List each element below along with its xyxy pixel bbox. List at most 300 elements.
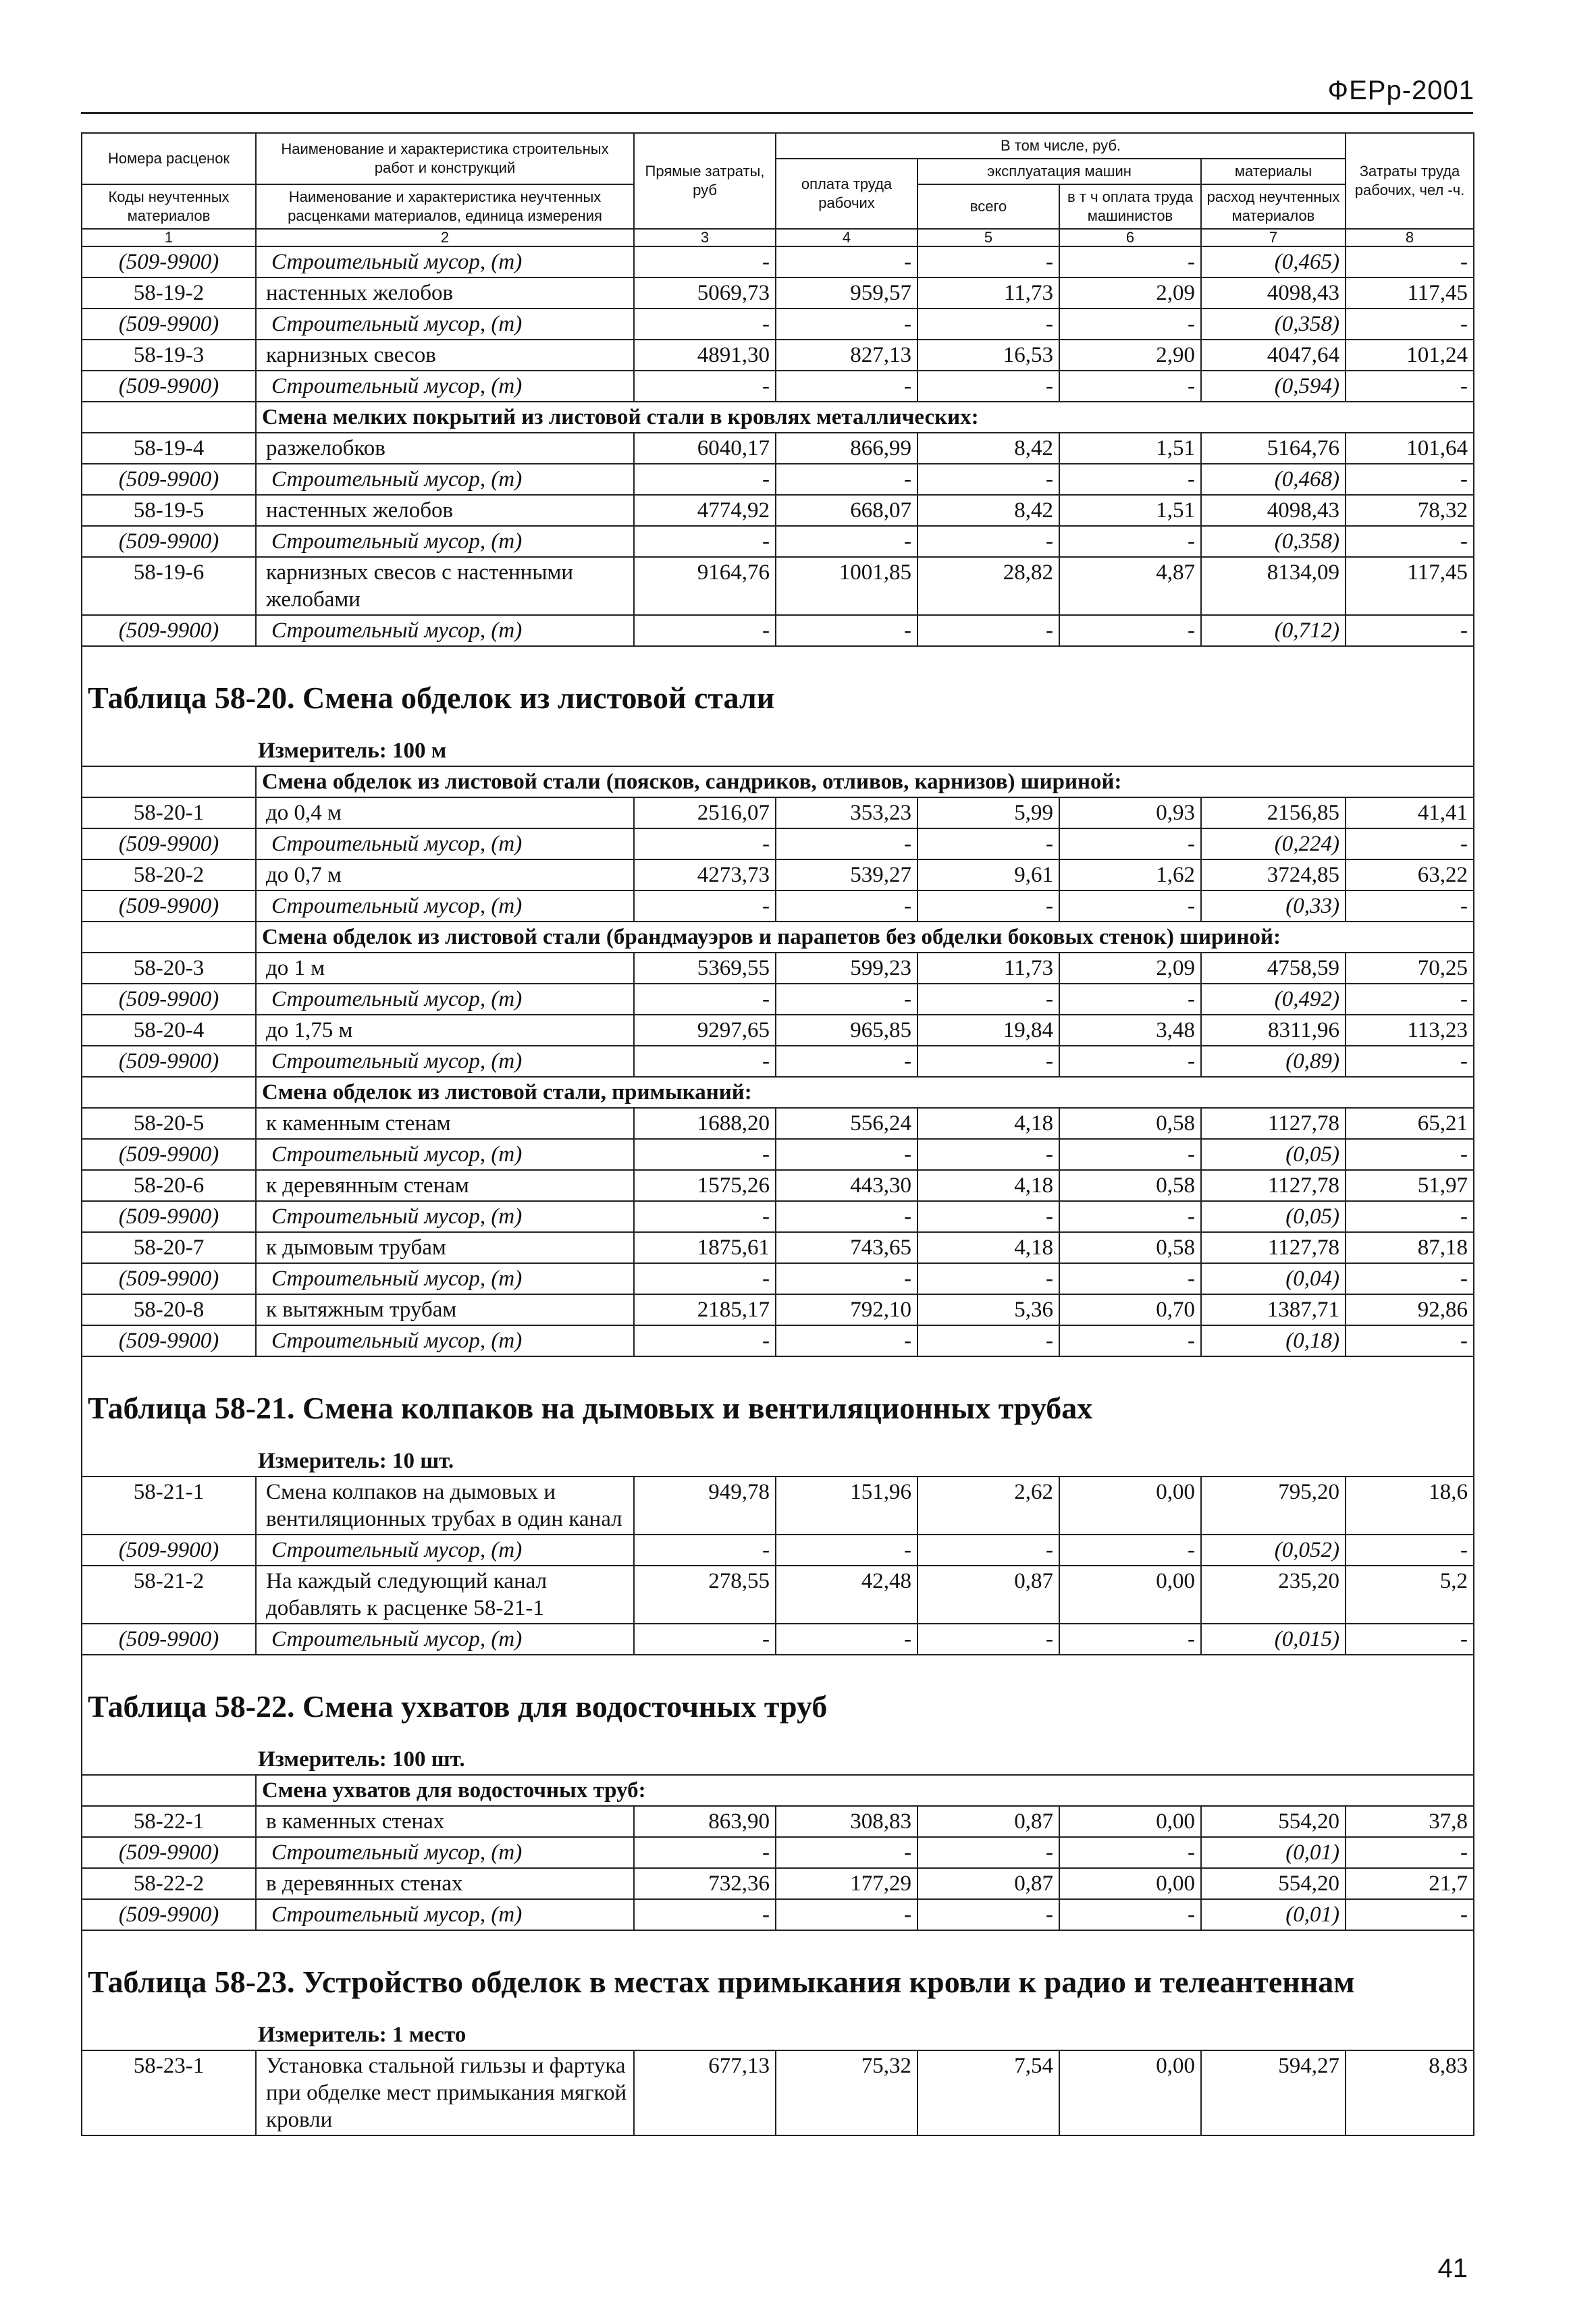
rate-name: настенных желобов [256, 495, 634, 526]
material-consumption-value: 235,20 [1201, 1566, 1346, 1624]
rate-row [82, 1232, 1474, 1263]
labor-hours-value: 87,18 [1346, 1232, 1474, 1263]
machines-total-value: 4,18 [917, 1232, 1059, 1263]
operators-pay-value: - [1059, 1139, 1201, 1170]
rate-name: Строительный мусор, (т) [256, 246, 634, 277]
rate-name: карнизных свесов с настенными желобами [256, 557, 634, 615]
direct-costs-value: - [634, 890, 776, 922]
worker-pay-value: 866,99 [776, 433, 917, 464]
rate-code: (509-9900) [82, 371, 256, 402]
worker-pay-value: 792,10 [776, 1294, 917, 1325]
section-row [82, 766, 1474, 797]
rate-code: 58-20-4 [82, 1015, 256, 1046]
machines-total-value: - [917, 1201, 1059, 1232]
machines-total-value: - [917, 615, 1059, 646]
rate-code: 58-23-1 [82, 2050, 256, 2135]
material-consumption-value: (0,01) [1201, 1837, 1346, 1868]
rate-name: к вытяжным трубам [256, 1294, 634, 1325]
worker-pay-value: - [776, 1837, 917, 1868]
rate-code: 58-20-5 [82, 1108, 256, 1139]
labor-hours-value: - [1346, 526, 1474, 557]
worker-pay-value: 177,29 [776, 1868, 917, 1899]
rate-code: (509-9900) [82, 246, 256, 277]
labor-hours-value: - [1346, 828, 1474, 859]
rate-row [82, 953, 1474, 984]
worker-pay-value: 959,57 [776, 277, 917, 309]
direct-costs-value: 5069,73 [634, 277, 776, 309]
direct-costs-value: 677,13 [634, 2050, 776, 2135]
material-consumption-value: 594,27 [1201, 2050, 1346, 2135]
rate-code: 58-19-4 [82, 433, 256, 464]
labor-hours-value: - [1346, 371, 1474, 402]
machines-total-value: 4,18 [917, 1170, 1059, 1201]
direct-costs-value: 9164,76 [634, 557, 776, 615]
operators-pay-value: 2,09 [1059, 953, 1201, 984]
rate-code: (509-9900) [82, 526, 256, 557]
worker-pay-value: 556,24 [776, 1108, 917, 1139]
material-consumption-value: (0,358) [1201, 526, 1346, 557]
worker-pay-value: - [776, 828, 917, 859]
rate-name: Строительный мусор, (т) [256, 1899, 634, 1930]
worker-pay-value: - [776, 1535, 917, 1566]
direct-costs-value: 863,90 [634, 1806, 776, 1837]
operators-pay-value: - [1059, 246, 1201, 277]
table-gap [82, 1930, 1474, 1943]
col-number: 7 [1201, 229, 1346, 246]
worker-pay-value: - [776, 1899, 917, 1930]
rate-name: в деревянных стенах [256, 1868, 634, 1899]
rate-code: 58-19-5 [82, 495, 256, 526]
material-consumption-value: (0,015) [1201, 1624, 1346, 1655]
rate-row [82, 1868, 1474, 1899]
material-consumption-value: (0,224) [1201, 828, 1346, 859]
operators-pay-value: 2,90 [1059, 340, 1201, 371]
machines-total-value: - [917, 1325, 1059, 1356]
rate-name: Строительный мусор, (т) [256, 984, 634, 1015]
rate-name: Строительный мусор, (т) [256, 309, 634, 340]
direct-costs-value: 6040,17 [634, 433, 776, 464]
col-material-consumption-header: расход неучтенных материалов [1201, 184, 1346, 229]
machines-total-value: - [917, 1263, 1059, 1294]
operators-pay-value: - [1059, 1837, 1201, 1868]
labor-hours-value: 63,22 [1346, 859, 1474, 890]
worker-pay-value: - [776, 890, 917, 922]
rate-code: 58-22-2 [82, 1868, 256, 1899]
operators-pay-value: 3,48 [1059, 1015, 1201, 1046]
machines-total-value: 5,36 [917, 1294, 1059, 1325]
rate-name: к каменным стенам [256, 1108, 634, 1139]
operators-pay-value: - [1059, 1325, 1201, 1356]
material-consumption-value: (0,465) [1201, 246, 1346, 277]
material-consumption-value: 2156,85 [1201, 797, 1346, 828]
section-heading: Смена обделок из листовой стали (поясков, сандриков, отливов, карнизов) шириной: [256, 766, 1474, 797]
rate-code: 58-20-6 [82, 1170, 256, 1201]
material-consumption-value: (0,468) [1201, 464, 1346, 495]
rate-name: Строительный мусор, (т) [256, 615, 634, 646]
rate-row [82, 1108, 1474, 1139]
rate-name: На каждый следующий канал добавлять к расценке 58-21-1 [256, 1566, 634, 1624]
material-consumption-value: 4047,64 [1201, 340, 1346, 371]
operators-pay-value: - [1059, 984, 1201, 1015]
col-material-codes-header: Коды неучтенных материалов [82, 184, 256, 229]
machines-total-value: - [917, 246, 1059, 277]
machines-total-value: 9,61 [917, 859, 1059, 890]
col-materials-header: материалы [1201, 159, 1346, 184]
material-consumption-value: (0,492) [1201, 984, 1346, 1015]
machines-total-value: 16,53 [917, 340, 1059, 371]
worker-pay-value: 599,23 [776, 953, 917, 984]
rate-name: Строительный мусор, (т) [256, 1325, 634, 1356]
material-row [82, 890, 1474, 922]
rate-name: Строительный мусор, (т) [256, 464, 634, 495]
worker-pay-value: 965,85 [776, 1015, 917, 1046]
machines-total-value: 19,84 [917, 1015, 1059, 1046]
material-consumption-value: 554,20 [1201, 1806, 1346, 1837]
material-consumption-value: 4098,43 [1201, 495, 1346, 526]
rate-name: до 1,75 м [256, 1015, 634, 1046]
operators-pay-value: - [1059, 464, 1201, 495]
labor-hours-value: 117,45 [1346, 277, 1474, 309]
rate-row [82, 1170, 1474, 1201]
rate-name: Установка стальной гильзы и фартука при обделке мест примыкания мягкой кровли [256, 2050, 634, 2135]
worker-pay-value: - [776, 371, 917, 402]
labor-hours-value: - [1346, 1624, 1474, 1655]
rate-row [82, 495, 1474, 526]
document-header: ФЕРр-2001 [1327, 76, 1474, 105]
rate-code: 58-20-3 [82, 953, 256, 984]
rate-code: 58-20-1 [82, 797, 256, 828]
section-row [82, 1775, 1474, 1806]
material-consumption-value: 8311,96 [1201, 1015, 1346, 1046]
machines-total-value: 5,99 [917, 797, 1059, 828]
rate-code: (509-9900) [82, 828, 256, 859]
direct-costs-value: - [634, 1046, 776, 1077]
direct-costs-value: 1688,20 [634, 1108, 776, 1139]
rate-row [82, 1806, 1474, 1837]
labor-hours-value: 92,86 [1346, 1294, 1474, 1325]
material-row [82, 1201, 1474, 1232]
labor-hours-value: - [1346, 1201, 1474, 1232]
rate-row [82, 277, 1474, 309]
rate-name: до 1 м [256, 953, 634, 984]
operators-pay-value: - [1059, 828, 1201, 859]
column-numbers-row [82, 229, 1474, 246]
rate-code: 58-19-2 [82, 277, 256, 309]
rate-row [82, 340, 1474, 371]
col-direct-costs-header: Прямые затраты, руб [634, 133, 776, 229]
rate-code: (509-9900) [82, 615, 256, 646]
worker-pay-value: - [776, 1263, 917, 1294]
material-consumption-value: (0,18) [1201, 1325, 1346, 1356]
operators-pay-value: 1,51 [1059, 495, 1201, 526]
labor-hours-value: 117,45 [1346, 557, 1474, 615]
material-consumption-value: (0,05) [1201, 1201, 1346, 1232]
measure-unit: Измеритель: 100 шт. [82, 1740, 1474, 1775]
operators-pay-value: - [1059, 1046, 1201, 1077]
worker-pay-value: - [776, 984, 917, 1015]
worker-pay-value: 539,27 [776, 859, 917, 890]
worker-pay-value: 353,23 [776, 797, 917, 828]
labor-hours-value: 78,32 [1346, 495, 1474, 526]
material-row [82, 526, 1474, 557]
rate-row [82, 2050, 1474, 2135]
material-row [82, 828, 1474, 859]
col-including-header: В том числе, руб. [776, 133, 1346, 159]
material-consumption-value: 795,20 [1201, 1477, 1346, 1535]
material-row [82, 464, 1474, 495]
table-title: Таблица 58-23. Устройство обделок в местах примыкания кровли к радио и телеантеннам [82, 1943, 1474, 2016]
material-consumption-value: 4098,43 [1201, 277, 1346, 309]
worker-pay-value: - [776, 1139, 917, 1170]
operators-pay-value: 0,58 [1059, 1108, 1201, 1139]
operators-pay-value: 0,00 [1059, 2050, 1201, 2135]
material-consumption-value: 4758,59 [1201, 953, 1346, 984]
col-number: 5 [917, 229, 1059, 246]
table-title: Таблица 58-21. Смена колпаков на дымовых и вентиляционных трубах [82, 1369, 1474, 1442]
table-title-row [82, 1668, 1474, 1740]
direct-costs-value: - [634, 1139, 776, 1170]
rate-row [82, 557, 1474, 615]
material-consumption-value: 1127,78 [1201, 1232, 1346, 1263]
table-title-row [82, 1369, 1474, 1442]
section-heading: Смена ухватов для водосточных труб: [256, 1775, 1474, 1806]
labor-hours-value: - [1346, 1837, 1474, 1868]
labor-hours-value: - [1346, 1535, 1474, 1566]
direct-costs-value: 1575,26 [634, 1170, 776, 1201]
labor-hours-value: 101,64 [1346, 433, 1474, 464]
rate-name: к деревянным стенам [256, 1170, 634, 1201]
col-codes-header: Номера расценок [82, 133, 256, 184]
labor-hours-value: - [1346, 1263, 1474, 1294]
material-consumption-value: 1127,78 [1201, 1108, 1346, 1139]
operators-pay-value: 0,70 [1059, 1294, 1201, 1325]
col-number: 3 [634, 229, 776, 246]
labor-hours-value: 8,83 [1346, 2050, 1474, 2135]
machines-total-value: 8,42 [917, 495, 1059, 526]
rate-row [82, 1566, 1474, 1624]
operators-pay-value: - [1059, 890, 1201, 922]
labor-hours-value: - [1346, 464, 1474, 495]
worker-pay-value: 75,32 [776, 2050, 917, 2135]
operators-pay-value: 1,51 [1059, 433, 1201, 464]
direct-costs-value: - [634, 464, 776, 495]
col-machines-header: эксплуатация машин [917, 159, 1201, 184]
material-consumption-value: 554,20 [1201, 1868, 1346, 1899]
rate-row [82, 433, 1474, 464]
measure-unit: Измеритель: 100 м [82, 732, 1474, 766]
rate-name: Строительный мусор, (т) [256, 1139, 634, 1170]
material-row [82, 1837, 1474, 1868]
rate-name: Строительный мусор, (т) [256, 1837, 634, 1868]
worker-pay-value: - [776, 526, 917, 557]
direct-costs-value: 9297,65 [634, 1015, 776, 1046]
labor-hours-value: 51,97 [1346, 1170, 1474, 1201]
machines-total-value: - [917, 1535, 1059, 1566]
direct-costs-value: - [634, 1899, 776, 1930]
worker-pay-value: 743,65 [776, 1232, 917, 1263]
labor-hours-value: - [1346, 246, 1474, 277]
rate-name: к дымовым трубам [256, 1232, 634, 1263]
material-consumption-value: (0,33) [1201, 890, 1346, 922]
material-consumption-value: 1127,78 [1201, 1170, 1346, 1201]
section-spacer [82, 402, 256, 433]
col-number: 6 [1059, 229, 1201, 246]
labor-hours-value: - [1346, 1325, 1474, 1356]
labor-hours-value: - [1346, 1046, 1474, 1077]
machines-total-value: 11,73 [917, 277, 1059, 309]
material-consumption-value: (0,594) [1201, 371, 1346, 402]
worker-pay-value: - [776, 615, 917, 646]
rate-code: (509-9900) [82, 1837, 256, 1868]
machines-total-value: - [917, 1837, 1059, 1868]
rate-name: в каменных стенах [256, 1806, 634, 1837]
rate-name: настенных желобов [256, 277, 634, 309]
machines-total-value: 28,82 [917, 557, 1059, 615]
machines-total-value: 8,42 [917, 433, 1059, 464]
labor-hours-value: 101,24 [1346, 340, 1474, 371]
machines-total-value: 0,87 [917, 1806, 1059, 1837]
material-row [82, 1899, 1474, 1930]
direct-costs-value: 949,78 [634, 1477, 776, 1535]
section-heading: Смена обделок из листовой стали, примыканий: [256, 1077, 1474, 1108]
material-row [82, 1046, 1474, 1077]
machines-total-value: - [917, 526, 1059, 557]
rate-name: до 0,7 м [256, 859, 634, 890]
col-number: 8 [1346, 229, 1474, 246]
machines-total-value: - [917, 1899, 1059, 1930]
labor-hours-value: - [1346, 309, 1474, 340]
machines-total-value: 0,87 [917, 1566, 1059, 1624]
section-row [82, 1077, 1474, 1108]
rate-code: 58-21-1 [82, 1477, 256, 1535]
direct-costs-value: - [634, 615, 776, 646]
material-row [82, 246, 1474, 277]
measure-unit: Измеритель: 1 место [82, 2016, 1474, 2050]
table-gap [82, 1655, 1474, 1668]
rate-row [82, 859, 1474, 890]
rate-name: Смена колпаков на дымовых и вентиляционных трубах в один канал [256, 1477, 634, 1535]
direct-costs-value: 732,36 [634, 1868, 776, 1899]
labor-hours-value: - [1346, 1899, 1474, 1930]
worker-pay-value: - [776, 1046, 917, 1077]
col-name-header: Наименование и характеристика строительных работ и конструкций [256, 133, 634, 184]
operators-pay-value: 0,58 [1059, 1232, 1201, 1263]
direct-costs-value: 278,55 [634, 1566, 776, 1624]
material-consumption-value: (0,05) [1201, 1139, 1346, 1170]
direct-costs-value: - [634, 1201, 776, 1232]
machines-total-value: - [917, 371, 1059, 402]
worker-pay-value: 42,48 [776, 1566, 917, 1624]
rate-code: 58-22-1 [82, 1806, 256, 1837]
col-number: 2 [256, 229, 634, 246]
worker-pay-value: 827,13 [776, 340, 917, 371]
labor-hours-value: 5,2 [1346, 1566, 1474, 1624]
labor-hours-value: - [1346, 984, 1474, 1015]
operators-pay-value: 0,00 [1059, 1868, 1201, 1899]
section-spacer [82, 1077, 256, 1108]
col-number: 4 [776, 229, 917, 246]
labor-hours-value: 41,41 [1346, 797, 1474, 828]
machines-total-value: - [917, 464, 1059, 495]
section-row [82, 402, 1474, 433]
machines-total-value: - [917, 1139, 1059, 1170]
rate-name: Строительный мусор, (т) [256, 1263, 634, 1294]
direct-costs-value: - [634, 1263, 776, 1294]
direct-costs-value: - [634, 1535, 776, 1566]
operators-pay-value: - [1059, 1263, 1201, 1294]
rate-name: до 0,4 м [256, 797, 634, 828]
rate-code: (509-9900) [82, 309, 256, 340]
rate-code: (509-9900) [82, 464, 256, 495]
direct-costs-value: - [634, 371, 776, 402]
direct-costs-value: 4273,73 [634, 859, 776, 890]
material-row [82, 1325, 1474, 1356]
rate-name: Строительный мусор, (т) [256, 1201, 634, 1232]
rate-code: 58-20-8 [82, 1294, 256, 1325]
direct-costs-value: - [634, 828, 776, 859]
direct-costs-value: - [634, 1325, 776, 1356]
header-rule [81, 112, 1473, 114]
labor-hours-value: 113,23 [1346, 1015, 1474, 1046]
machines-total-value: - [917, 1046, 1059, 1077]
page-number: 41 [1437, 2254, 1468, 2283]
direct-costs-value: 5369,55 [634, 953, 776, 984]
direct-costs-value: - [634, 1837, 776, 1868]
material-consumption-value: 8134,09 [1201, 557, 1346, 615]
material-consumption-value: (0,04) [1201, 1263, 1346, 1294]
rate-row [82, 797, 1474, 828]
direct-costs-value: - [634, 246, 776, 277]
operators-pay-value: 1,62 [1059, 859, 1201, 890]
operators-pay-value: 0,58 [1059, 1170, 1201, 1201]
rate-name: карнизных свесов [256, 340, 634, 371]
operators-pay-value: 0,00 [1059, 1806, 1201, 1837]
table-title: Таблица 58-20. Смена обделок из листовой стали [82, 659, 1474, 732]
machines-total-value: - [917, 1624, 1059, 1655]
machines-total-value: 4,18 [917, 1108, 1059, 1139]
rate-name: Строительный мусор, (т) [256, 1535, 634, 1566]
rate-name: Строительный мусор, (т) [256, 371, 634, 402]
rate-code: 58-20-2 [82, 859, 256, 890]
section-spacer [82, 766, 256, 797]
section-spacer [82, 922, 256, 953]
rate-code: (509-9900) [82, 1325, 256, 1356]
operators-pay-value: - [1059, 615, 1201, 646]
machines-total-value: 0,87 [917, 1868, 1059, 1899]
rate-code: (509-9900) [82, 1624, 256, 1655]
col-labor-hours-header: Затраты труда рабочих, чел -ч. [1346, 133, 1474, 229]
rate-code: (509-9900) [82, 1046, 256, 1077]
material-consumption-value: (0,052) [1201, 1535, 1346, 1566]
worker-pay-value: - [776, 1325, 917, 1356]
rate-name: Строительный мусор, (т) [256, 526, 634, 557]
rate-row [82, 1294, 1474, 1325]
worker-pay-value: - [776, 1201, 917, 1232]
operators-pay-value: - [1059, 1535, 1201, 1566]
operators-pay-value: 4,87 [1059, 557, 1201, 615]
rates-document [81, 132, 1473, 2136]
direct-costs-value: 4774,92 [634, 495, 776, 526]
worker-pay-value: - [776, 1624, 917, 1655]
material-consumption-value: (0,89) [1201, 1046, 1346, 1077]
rates-table [81, 132, 1474, 2136]
operators-pay-value: 0,93 [1059, 797, 1201, 828]
machines-total-value: - [917, 890, 1059, 922]
rate-code: (509-9900) [82, 890, 256, 922]
table-title: Таблица 58-22. Смена ухватов для водосточных труб [82, 1668, 1474, 1740]
table-body [82, 246, 1474, 2135]
machines-total-value: - [917, 309, 1059, 340]
